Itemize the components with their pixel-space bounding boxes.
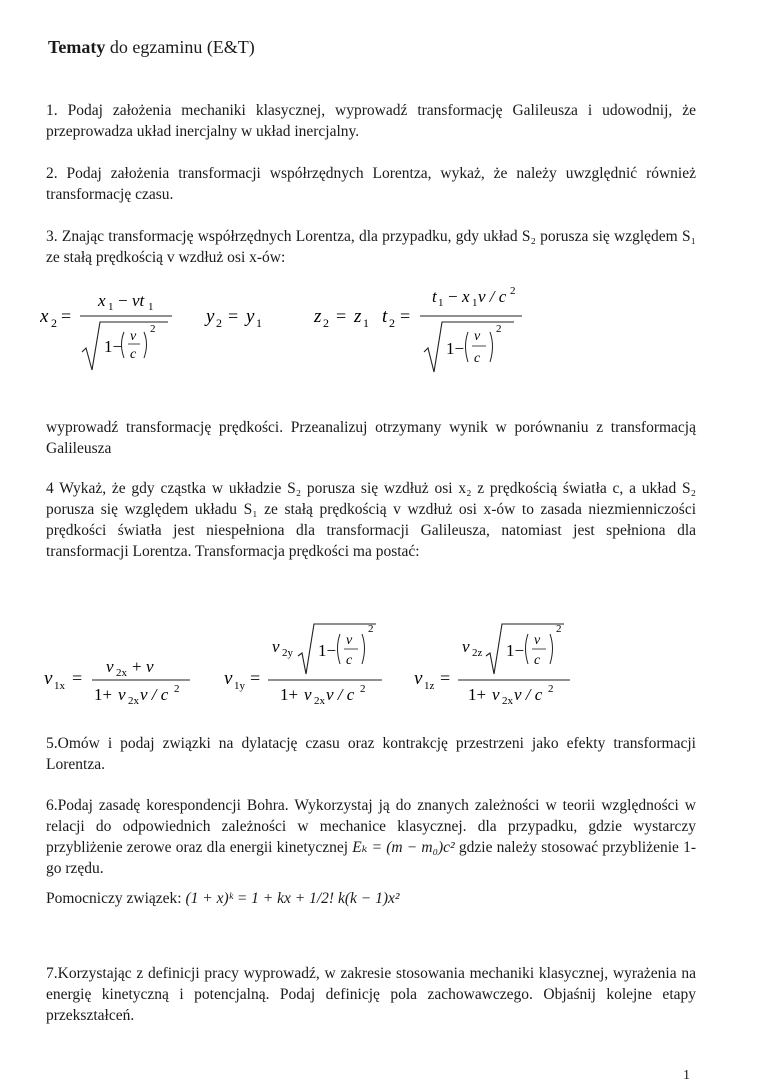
svg-text:=: = [61, 306, 72, 326]
svg-text:2: 2 [360, 683, 366, 695]
svg-text:2: 2 [323, 316, 329, 330]
helper-relation: Pomocniczy związek: (1 + x)ᵏ = 1 + kx + 1/2! k(k − 1)x² [46, 890, 400, 907]
svg-text:2x: 2x [116, 667, 127, 679]
svg-text:=: = [72, 668, 83, 688]
svg-text:2z: 2z [472, 647, 483, 659]
svg-text:1: 1 [472, 297, 478, 309]
svg-text:=: = [400, 306, 411, 326]
svg-text:1−: 1− [446, 339, 465, 358]
svg-text:v: v [304, 685, 312, 704]
svg-text:t: t [432, 287, 437, 306]
formula-y2 [204, 306, 262, 330]
formula-v1x [44, 657, 190, 707]
svg-text:=: = [336, 306, 347, 326]
kinetic-energy-formula: Eₖ = (m − m₀)c² [352, 839, 455, 856]
formula-v1y [224, 623, 382, 707]
formula-x2 [40, 291, 172, 370]
svg-text:2: 2 [216, 316, 222, 330]
svg-text:v: v [272, 637, 280, 656]
svg-text:2: 2 [510, 285, 516, 297]
formula-t2 [382, 285, 522, 372]
svg-text:1−: 1− [318, 641, 337, 660]
svg-text:v: v [474, 329, 481, 344]
svg-text:1−: 1− [506, 641, 525, 660]
velocity-formulas [40, 616, 640, 716]
svg-text:v: v [130, 329, 137, 344]
svg-text:x: x [462, 287, 470, 306]
svg-text:v: v [118, 685, 126, 704]
svg-text:2x: 2x [502, 695, 513, 707]
svg-text:1−: 1− [104, 337, 123, 356]
question-6: 6.Podaj zasadę korespondencji Bohra. Wykorzystaj ją do znanych zależności w teorii względności w relacji do odpowiednich zależności w mechanice klasycznej. dla przypadku, gdzie wystarczy przybliżenie zerowe oraz dla energii kinetycznej Eₖ = (m − m₀)c² gdzie należy stosować przybliżenie 1-go rzędu. [46, 797, 696, 877]
formula-z2 [313, 306, 369, 330]
question-4: 4 Wykaż, że gdy cząstka w układzie S₂ porusza się wzdłuż osi x₂ z prędkością światła c, a układ S₂ porusza się względem układu S₁ ze stałą prędkością v wzdłuż osi x-ów to zasada niezmienniczości prędkości światła jest niespełniona dla transformacji Galileusza, natomiast jest spełniona dla transformacji Lorentza. Transformacja prędkości ma postać: [46, 480, 696, 560]
question-5: 5.Omów i podaj związki na dylatację czasu oraz kontrakcję przestrzeni jako efekty transformacji Lorentza. [46, 735, 696, 773]
svg-text:x: x [40, 306, 49, 327]
svg-text:2: 2 [368, 623, 374, 635]
svg-text:v / c: v / c [478, 287, 507, 306]
svg-text:v / c: v / c [514, 685, 543, 704]
svg-text:1: 1 [363, 316, 369, 330]
svg-text:2y: 2y [282, 647, 293, 659]
question-2: 2. Podaj założenia transformacji współrzędnych Lorentza, wykaż, że należy uwzględnić również transformację czasu. [46, 165, 696, 203]
question-1: 1. Podaj założenia mechaniki klasycznej, wyprowadź transformację Galileusza i udowodnij, że przeprowadza układ inercjalny w układ inercjalny. [46, 102, 696, 140]
svg-text:2x: 2x [128, 695, 139, 707]
svg-text:=: = [250, 668, 261, 688]
svg-text:2: 2 [496, 323, 502, 335]
svg-text:v: v [492, 685, 500, 704]
svg-text:2x: 2x [314, 695, 325, 707]
svg-text:v: v [224, 668, 233, 689]
question-7: 7.Korzystając z definicji pracy wyprowadź, w zakresie stosowania mechaniki klasycznej, wyrażenia na energię kinetyczną i potencjalną. Podaj definicję pola zachowawczego. Objaśnij kolejne etapy przekształceń. [46, 965, 696, 1024]
svg-text:c: c [474, 351, 481, 366]
svg-text:2: 2 [174, 683, 180, 695]
svg-text:2: 2 [150, 323, 156, 335]
svg-text:−: − [118, 291, 128, 310]
svg-text:1: 1 [108, 301, 114, 313]
svg-text:y: y [246, 306, 255, 327]
svg-text:1: 1 [148, 301, 154, 313]
document-title: Tematy do egzaminu (E&T) [48, 37, 255, 57]
svg-text:v / c: v / c [140, 685, 169, 704]
svg-text:t: t [382, 306, 388, 327]
svg-text:1+: 1+ [94, 685, 113, 704]
svg-text:v: v [106, 657, 114, 676]
svg-text:v: v [414, 668, 423, 689]
svg-text:v / c: v / c [326, 685, 355, 704]
svg-text:v: v [462, 637, 470, 656]
question-3-continuation: wyprowadź transformację prędkości. Przeanalizuj otrzymany wynik w porównaniu z transformacją Galileusza [46, 419, 696, 457]
svg-text:1+: 1+ [468, 685, 487, 704]
svg-text:1y: 1y [234, 680, 245, 692]
svg-text:z: z [314, 306, 322, 327]
svg-text:x: x [98, 291, 106, 310]
svg-text:v: v [534, 633, 541, 648]
svg-text:1: 1 [256, 316, 262, 330]
svg-text:+: + [132, 657, 142, 676]
svg-text:1x: 1x [54, 680, 65, 692]
svg-text:2: 2 [548, 683, 554, 695]
svg-text:vt: vt [132, 291, 145, 310]
svg-text:y: y [206, 306, 215, 327]
svg-text:c: c [130, 347, 137, 362]
svg-text:v: v [346, 633, 353, 648]
svg-text:2: 2 [389, 316, 395, 330]
svg-text:1: 1 [438, 297, 444, 309]
svg-text:=: = [228, 306, 239, 326]
svg-text:1+: 1+ [280, 685, 299, 704]
svg-text:c: c [534, 653, 541, 668]
svg-text:2: 2 [556, 623, 562, 635]
svg-text:=: = [440, 668, 451, 688]
svg-text:v: v [44, 668, 53, 689]
svg-text:−: − [448, 287, 458, 306]
svg-text:c: c [346, 653, 353, 668]
svg-text:z: z [354, 306, 362, 327]
svg-text:v: v [146, 657, 154, 676]
page-number: 1 [683, 1068, 690, 1083]
svg-text:2: 2 [51, 316, 57, 330]
helper-formula: (1 + x)ᵏ = 1 + kx + 1/2! k(k − 1)x² [185, 890, 400, 907]
svg-text:1z: 1z [424, 680, 435, 692]
lorentz-formulas [40, 282, 600, 382]
question-3-intro: 3. Znając transformację współrzędnych Lorentza, dla przypadku, gdy układ S₂ porusza się względem S₁ ze stałą prędkością v wzdłuż osi x-ów: [46, 228, 696, 266]
formula-v1z [414, 623, 570, 707]
